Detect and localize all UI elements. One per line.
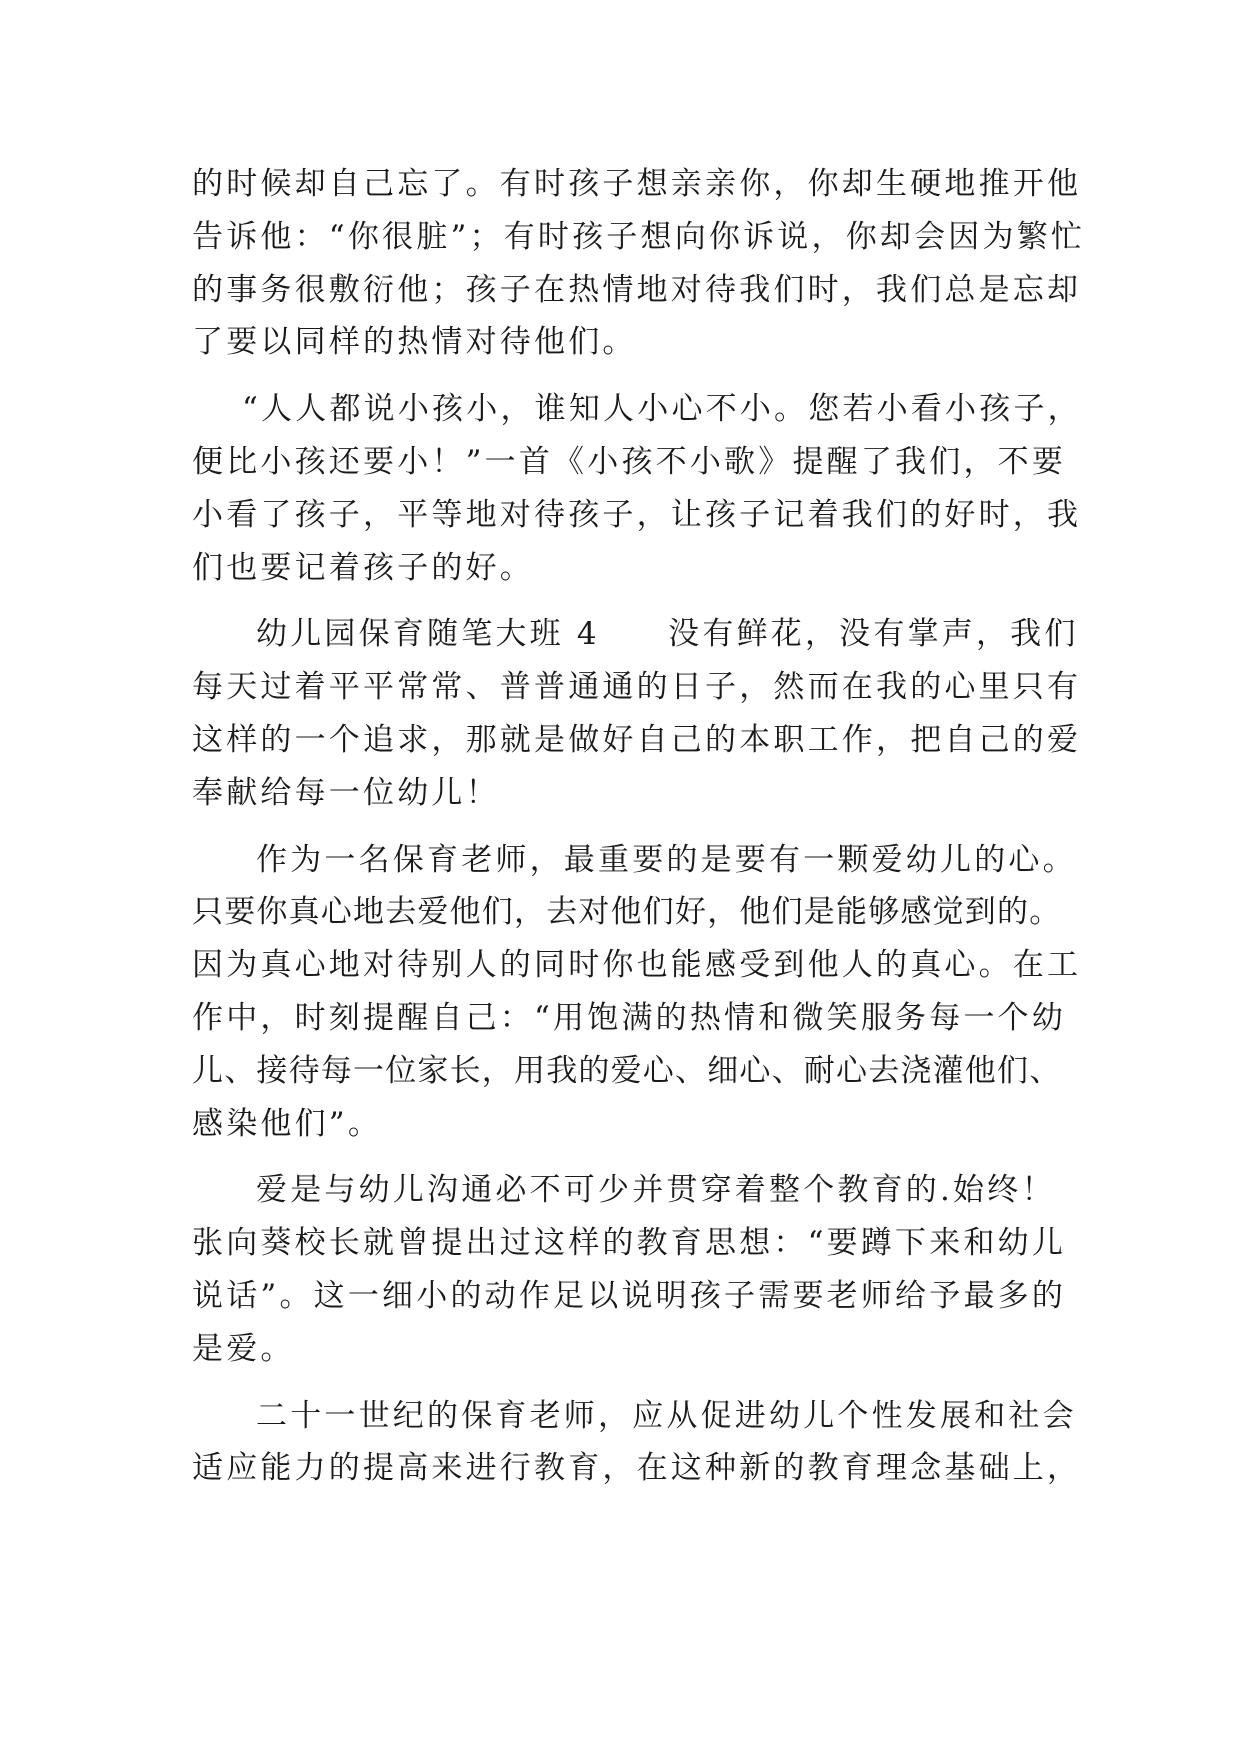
text-line: 只要你真心地去爱他们，去对他们好，他们是能够感觉到的。 — [192, 894, 1062, 931]
text-line: 奉献给每一位幼儿！ — [192, 774, 500, 811]
text-line: 说话”。这一细小的动作足以说明孩子需要老师给予最多的 — [192, 1277, 1067, 1314]
paragraph-start-line: 二十一世纪的保育老师，应从促进幼儿个性发展和社会 — [256, 1397, 1077, 1434]
paragraph-start-line: “人人都说小孩小，谁知人小心不小。您若小看小孩子， — [242, 391, 1082, 428]
paragraph-start-line: 爱是与幼儿沟通必不可少并贯穿着整个教育的.始终！ — [256, 1172, 1056, 1209]
text-line: 每天过着平平常常、普普通通的日子，然而在我的心里只有 — [192, 669, 1082, 706]
text-line: 张向葵校长就曾提出过这样的教育思想：“要蹲下来和幼儿 — [192, 1225, 1067, 1262]
section-heading-line: 幼儿园保育随笔大班 4 没有鲜花，没有掌声，我们 — [256, 616, 1079, 653]
text-line: 感染他们”。 — [192, 1105, 383, 1142]
text-line: 告诉他：“你很脏”；有时孩子想向你诉说，你却会因为繁忙 — [192, 218, 1086, 255]
text-line: 小看了孩子，平等地对待孩子，让孩子记着我们的好时，我 — [192, 496, 1082, 533]
text-line: 因为真心地对待别人的同时你也能感受到他人的真心。在工 — [192, 947, 1082, 984]
text-line: 是爱。 — [192, 1330, 295, 1367]
text-line: 的时候却自己忘了。有时孩子想亲亲你，你却生硬地推开他 — [192, 166, 1082, 202]
text-line: 的事务很敷衍他；孩子在热情地对待我们时，我们总是忘却 — [192, 271, 1082, 308]
text-line: 便比小孩还要小！”一首《小孩不小歌》提醒了我们，不要 — [192, 443, 1067, 480]
text-line: 们也要记着孩子的好。 — [192, 549, 534, 586]
text-line: 了要以同样的热情对待他们。 — [192, 324, 637, 361]
paragraph-start-line: 作为一名保育老师，最重要的是要有一颗爱幼儿的心。 — [256, 841, 1077, 878]
text-line: 这样的一个追求，那就是做好自己的本职工作，把自己的爱 — [192, 721, 1082, 758]
document-body — [192, 158, 1086, 1495]
text-line: 儿、接待每一位家长，用我的爱心、细心、耐心去浇灌他们、 — [192, 1052, 1062, 1089]
text-line: 作中，时刻提醒自己：“用饱满的热情和微笑服务每一个幼 — [192, 999, 1067, 1036]
text-line: 适应能力的提高来进行教育，在这种新的教育理念基础上， — [192, 1450, 1082, 1487]
